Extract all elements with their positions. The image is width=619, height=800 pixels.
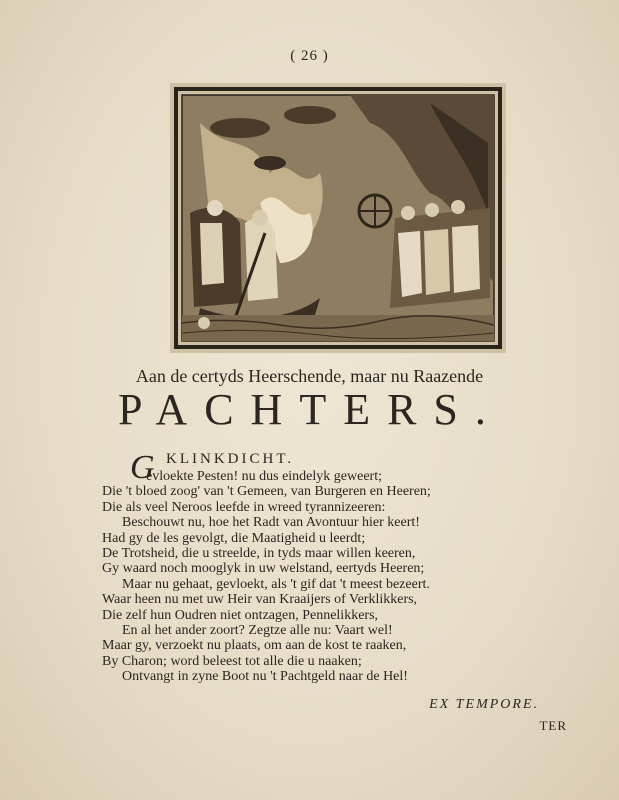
- poem-line: Waar heen nu met uw Heir van Kraaijers of Verklikkers,: [102, 592, 418, 608]
- poem-line: evloekte Pesten! nu dus eindelyk geweert;: [146, 469, 382, 484]
- poem-line: En al het ander zoort? Zegtze alle nu: Vaart wel!: [122, 623, 393, 639]
- signature: EX TEMPORE.: [429, 697, 539, 712]
- poem-line: Gy waard noch mooglyk in uw welstand, eertyds Heeren;: [102, 561, 425, 577]
- poem-line: Maar gy, verzoekt nu plaats, om aan de kost te raaken,: [102, 638, 407, 654]
- poem-line: Beschouwt nu, hoe het Radt van Avontuur hier keert!: [122, 515, 420, 531]
- drop-cap: G: [130, 449, 155, 486]
- engraving-illustration: [170, 83, 506, 353]
- poem-line: By Charon; word beleest tot alle die u naaken;: [102, 653, 362, 669]
- poem-line: Die als veel Neroos leefde in wreed tyrannizeeren:: [102, 499, 386, 515]
- page-number: ( 26 ): [290, 48, 329, 64]
- poem-line: Maar nu gehaat, gevloekt, als 't gif dat 't meest bezeert.: [122, 576, 430, 592]
- poem-line: Die 't bloed zoog' van 't Gemeen, van Burgeren en Heeren;: [102, 484, 431, 500]
- poem: [102, 449, 572, 685]
- poem-line: De Trotsheid, die u streelde, in tyds maar willen keeren,: [102, 546, 416, 562]
- poem-heading: KLINKDICHT.: [166, 451, 295, 467]
- poem-line: Die zelf hun Oudren niet ontzagen, Pennelikkers,: [102, 607, 379, 623]
- catchword: TER: [539, 718, 567, 733]
- poem-title: PACHTERS.: [118, 385, 503, 434]
- poem-line: Ontvangt in zyne Boot nu 't Pachtgeld naar de Hel!: [122, 669, 408, 685]
- poem-line: Had gy de les gevolgt, die Maatigheid u leerdt;: [102, 530, 366, 546]
- dedication-line: Aan de certyds Heerschende, maar nu Raazende: [135, 366, 484, 386]
